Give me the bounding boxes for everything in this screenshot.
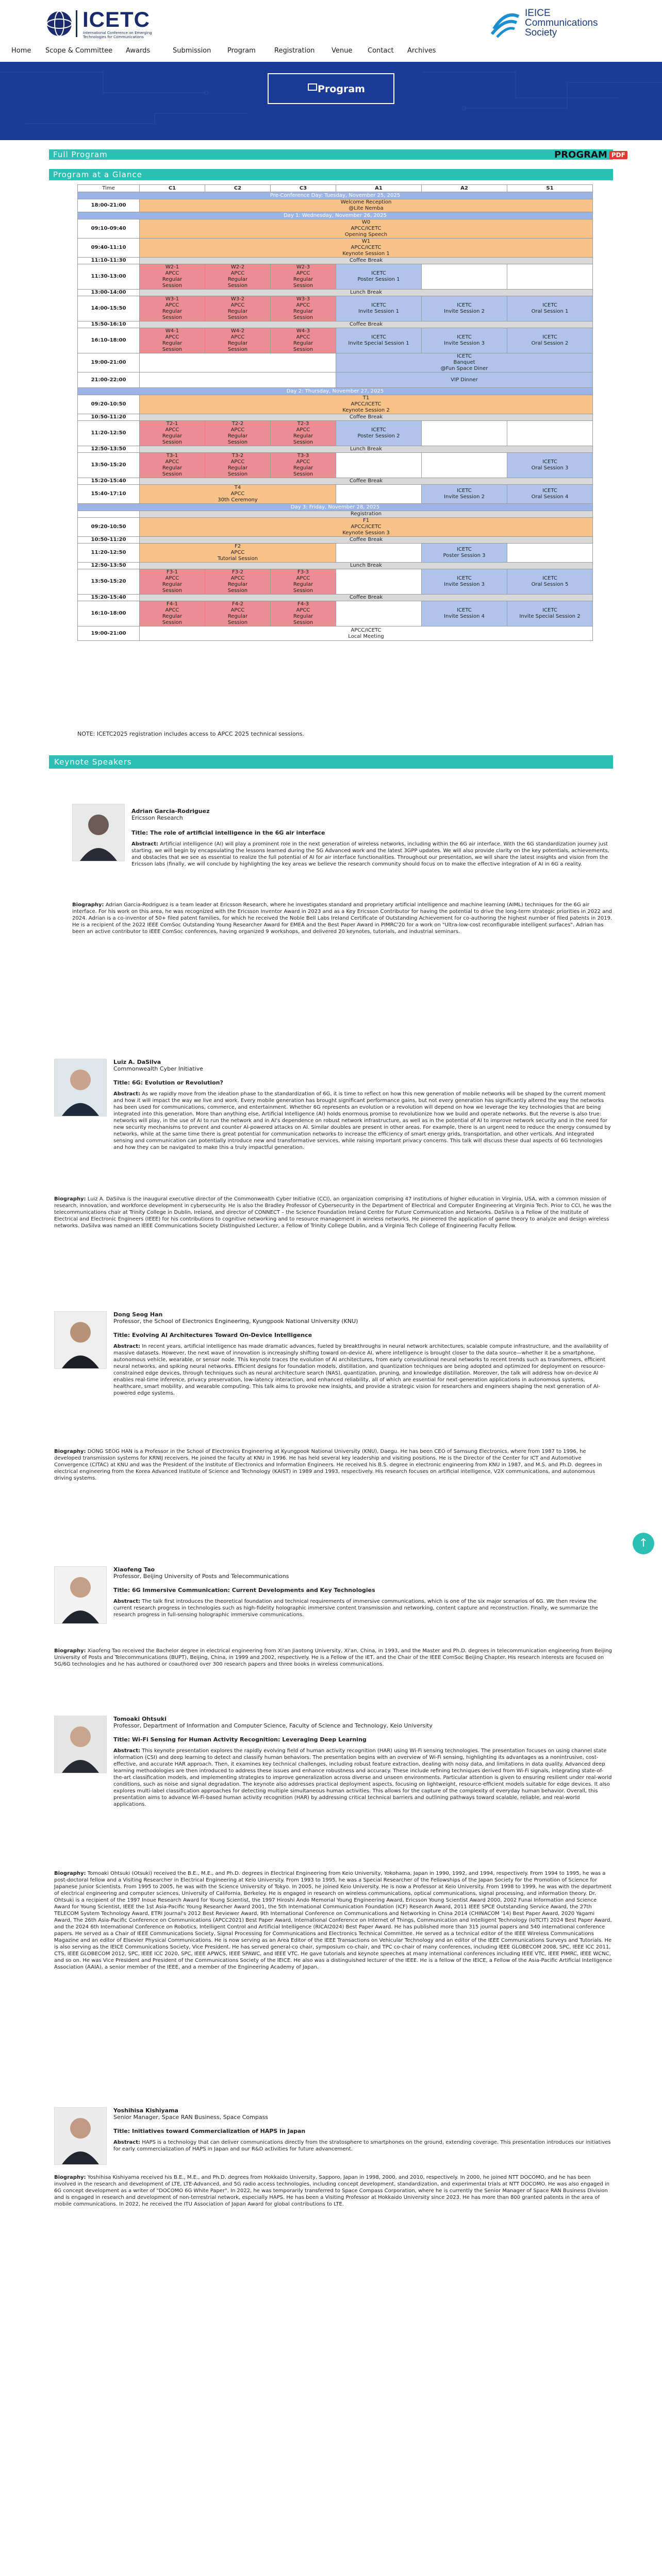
speaker-card <box>49 1566 613 1700</box>
bio-label: Biography: <box>54 1449 86 1454</box>
pdf-icon: PDF <box>609 151 627 159</box>
glance-heading <box>49 169 613 180</box>
session-cell: F3-2 APCC Regular Session <box>205 569 271 595</box>
session-cell: W2-1 APCC Regular Session <box>140 264 205 290</box>
session-cell: ICETC Oral Session 2 <box>507 328 593 353</box>
abstract-label: Abstract: <box>131 841 159 847</box>
bio-text: Luiz A. DaSilva is the inaugural executive director of the Commonwealth Cyber Initiative (CCI), an organization comprising 47 institutions of higher education in Virginia, USA, with a common mission of research, innovation, and workforce development in cybersecurity. He is also the Bradley Professor of Cybersecurity in the Department of Electrical and Computer Engineering at Virginia Tech. Prior to CCI, he was the telecommunications chair at Trinity College in Dublin, Ireland, and director of CONNECT – the Science Foundation Ireland Centre for Future Communication and Networks. DaSilva is a Fellow of the Institute of Electrical and Electronic Engineers (IEEE) for his contributions to cognitive networking and to resource management in wireless networks. He pioneered the application of game theory to analyze and design wireless networks. DaSilva was named an IEEE Communications Society Distinguished Lecturer, a Fellow of Trinity College Dublin, and a Virginia Tech College of Engineering Faculty Fellow. <box>54 1196 611 1229</box>
session-cell: ICETC Poster Session 1 <box>336 264 422 290</box>
main-nav <box>0 41 662 61</box>
session-cell: W2-2 APCC Regular Session <box>205 264 271 290</box>
speaker-card <box>49 1311 613 1528</box>
th-s1: S1 <box>507 185 593 192</box>
bio-text: Adrian Garcia-Rodriguez is a team leader at Ericsson Research, where he investigates standard and proprietary artificial intelligence and machine learning (AIML) techniques for the 6G air interface. For his work on this area, he was recognized with the Ericsson Inventor Award in 2023 and as a Key Ericsson Contributor for having the potential to drive the long-term strategic priorities in 2022 and 2024. Adrian is a co-inventor of 50+ filed patent families, for which he received the Noble Bell Labs Ireland Certificate of Outstanding Achievement for co-authoring the highest number of filed patents in 2019. He is a recipient of the 2022 IEEE ComSoc Outstanding Young Researcher Award for EMEA and the Best Paper Award in PIMRC'20 for a work on "Ultra-low-cost reconfigurable intelligent surfaces". Adrian has been an active contributor to IEEE ComSoc conferences, having organized 9 workshops, and delivered 20 keynotes, tutorials, and industrial seminars. <box>72 902 613 935</box>
speaker-name: Yoshihisa Kishiyama <box>113 2107 178 2114</box>
abstract-label: Abstract: <box>113 1091 141 1097</box>
time-cell: 13:00-14:00 <box>78 290 140 296</box>
session-cell: APCC/ICETC Local Meeting <box>140 626 593 641</box>
session-cell: F3-3 APCC Regular Session <box>271 569 336 595</box>
time-cell: 13:50-15:20 <box>78 453 140 478</box>
time-cell: 15:50-16:10 <box>78 321 140 328</box>
page-banner <box>0 62 662 140</box>
speaker-name: Luiz A. DaSilva <box>113 1059 161 1065</box>
person-icon <box>55 1312 106 1368</box>
abstract-text: Artificial intelligence (AI) will play a prominent role in the next generation of wireless networks, including within the 6G air interface. With the 6G standardization journey just starting, we will begin by encapsulating the lessons learned during the 5G Advanced work and the latest 3GPP updates. We will also provide clarity on the key potentials, achievements, and obstacles that we see as essential to realize the full potential of AI for air interface functionalities. Throughout our presentation, we will share the latest insights and vision from the Ericsson labs (finally, we will conclude by highlighting the key areas we believe the research community should focus on to make the effective integration of AI in 6G a reality. <box>131 841 609 867</box>
session-cell: Coffee Break <box>140 258 593 264</box>
speaker-abstract <box>131 841 613 868</box>
nav-submission[interactable]: Submission <box>173 47 211 55</box>
day-row: Day 2: Thursday, November 27, 2025 <box>78 388 593 395</box>
keynote-label: Keynote Speakers <box>54 757 132 767</box>
nav-venue[interactable]: Venue <box>332 47 353 55</box>
session-cell: T3-2 APCC Regular Session <box>205 453 271 478</box>
time-cell: 14:00-15:50 <box>78 296 140 321</box>
speaker-org: Senior Manager, Space RAN Business, Space Compass <box>113 2114 269 2121</box>
speaker-photo <box>54 1311 107 1369</box>
speaker-org: Professor, the School of Electronics Engineering, Kyungpook National University (KNU) <box>113 1318 358 1325</box>
program-pdf-link[interactable] <box>554 149 627 161</box>
speaker-title: Title: Initiatives toward Commercialization of HAPS in Japan <box>113 2128 306 2134</box>
session-cell: VIP Dinner <box>336 372 593 388</box>
speaker-name: Adrian Garcia-Rodriguez <box>131 808 210 815</box>
time-cell: 15:20-15:40 <box>78 595 140 601</box>
bio-label: Biography: <box>54 2175 86 2180</box>
arrow-up-icon: ↑ <box>638 1537 649 1550</box>
time-cell: 13:50-15:20 <box>78 569 140 595</box>
session-cell: T2-1 APCC Regular Session <box>140 421 205 446</box>
person-icon <box>55 1059 106 1116</box>
th-c2: C2 <box>205 185 271 192</box>
ieice-line-1: IEICE <box>525 8 551 19</box>
time-cell: 11:30-13:00 <box>78 264 140 290</box>
session-cell: Lunch Break <box>140 446 593 453</box>
time-cell: 09:20-10:50 <box>78 518 140 537</box>
time-cell <box>78 511 140 518</box>
speaker-bio <box>54 1196 613 1229</box>
th-a1: A1 <box>336 185 422 192</box>
bio-label: Biography: <box>54 1648 86 1654</box>
nav-archives[interactable]: Archives <box>407 47 436 55</box>
session-cell: ICETC Invite Session 2 <box>422 296 507 321</box>
time-cell: 19:00-21:00 <box>78 353 140 372</box>
session-cell: ICETC Banquet @Fun Space Diner <box>336 353 593 372</box>
speaker-abstract <box>113 1748 613 1808</box>
speaker-card <box>49 2107 613 2251</box>
session-cell: F3-1 APCC Regular Session <box>140 569 205 595</box>
abstract-text: HAPS is a technology that can deliver communications directly from the stratosphere to smartphones on the ground, extending coverage. This presentation introduces our initiatives for early commercialization of HAPS in Japan and our R&D activities for future advancement. <box>113 2140 611 2152</box>
session-cell: W0 APCC/ICETC Opening Speech <box>140 219 593 239</box>
speaker-title: Title: 6G: Evolution or Revolution? <box>113 1079 223 1086</box>
session-cell: Coffee Break <box>140 595 593 601</box>
time-cell: 12:50-13:50 <box>78 563 140 569</box>
bio-label: Biography: <box>54 1871 86 1876</box>
time-cell: 15:40-17:10 <box>78 485 140 504</box>
registration-note: NOTE: ICETC2025 registration includes access to APCC 2025 technical sessions. <box>77 731 304 737</box>
session-cell: W4-1 APCC Regular Session <box>140 328 205 353</box>
keynote-heading <box>49 755 613 769</box>
session-cell: ICETC Invite Special Session 2 <box>507 601 593 626</box>
session-cell: ICETC Invite Session 3 <box>422 569 507 595</box>
abstract-text: This keynote presentation explores the rapidly evolving field of human activity recognition (HAR) using Wi-Fi sensing technologies. The presentation focuses on using channel state information (CSI) and deep learning to detect and classify human behaviors. The presentation begins with an overview of Wi-Fi sensing, highlighting its advantages as a nonintrusive, cost-effective, and accurate HAR approach. Then, it examines key technical challenges, including robust feature extraction, dealing with noisy data, and limitations in data quality. Advanced deep learning methodologies are then introduced to address these issues and enhance robustness and accuracy. These include refining techniques derived from Wi-Fi signals, integrating state-of-the-art classification models, and implementing strategies to improve generalization across diverse and unseen environments. Particular attention is given to ensuring resilient under real-world conditions, such as noise and signal degradation. The keynote also addresses practical deployment aspects, focusing on lightweight, resource-efficient models suitable for edge devices. It also explores multi-label classification approaches for detecting multiple simultaneous human activities. This allows for the capture of the complexity of everyday human behavior. Overall, this presentation aims to advance Wi-Fi-based human activity recognition (HAR) by addressing critical technical barriers and outlining pathways toward scalable, reliable, and real-world applications. <box>113 1748 612 1807</box>
time-cell: 09:10-09:40 <box>78 219 140 239</box>
abstract-label: Abstract: <box>113 1748 141 1754</box>
session-cell: W1 APCC/ICETC Keynote Session 1 <box>140 239 593 258</box>
session-cell: Registration <box>140 511 593 518</box>
day-row: Pre-Conference Day: Tuesday, November 25, 2025 <box>78 192 593 199</box>
speaker-abstract <box>113 1343 613 1397</box>
bio-text: Xiaofeng Tao received the Bachelor degree in electrical engineering from Xi'an Jiaotong University, Xi'an, China, in 1993, and the Master and Ph.D. degrees in telecommunication engineering from Beijing University of Posts and Telecommunications (BUPT), Beijing, China, in 1999 and 2002, respectively. He is a Fellow of the IET, and the Chair of the IEEE ComSoc Beijing Chapter. His research interests are focused on 5G/6G technologies and he has authored or coauthored over 300 research papers and three books in wireless communications. <box>54 1648 612 1667</box>
time-cell: 16:10-18:00 <box>78 328 140 353</box>
th-c3: C3 <box>271 185 336 192</box>
session-cell: ICETC Invite Session 1 <box>336 296 422 321</box>
time-cell: 16:10-18:00 <box>78 601 140 626</box>
speaker-title: Title: Evolving AI Architectures Toward On-Device Intelligence <box>113 1332 312 1338</box>
glance-label: Program at a Glance <box>53 170 142 179</box>
schedule-header-row <box>78 185 593 192</box>
session-cell: W4-2 APCC Regular Session <box>205 328 271 353</box>
session-cell: Coffee Break <box>140 321 593 328</box>
abstract-text: The talk first introduces the theoretical foundation and technical requirements of immersive communications, which is one of the six major scenarios of 6G. We then review the current research progress in technologies such as high-fidelity holographic immersive content transmission and networking, content capture and reconstruction. Finally, we summarize the research progress in full-sensing holographic immersive communications. <box>113 1599 599 1618</box>
ieice-line-2: Communications <box>525 18 598 28</box>
speaker-bio <box>72 902 613 935</box>
session-cell: T4 APCC 30th Ceremony <box>140 485 336 504</box>
nav-contact[interactable]: Contact <box>368 47 394 55</box>
speaker-title: Title: 6G Immersive Communication: Current Developments and Key Technologies <box>113 1587 375 1594</box>
speaker-name: Dong Seog Han <box>113 1311 163 1318</box>
icetc-logo-text: ICETC <box>82 7 150 31</box>
session-cell: ICETC Invite Session 2 <box>422 485 507 504</box>
session-cell: ICETC Oral Session 5 <box>507 569 593 595</box>
banner-title-box <box>268 73 394 104</box>
speaker-title: Title: Wi-Fi Sensing for Human Activity Recognition: Leveraging Deep Learning <box>113 1736 367 1743</box>
session-cell: W3-1 APCC Regular Session <box>140 296 205 321</box>
speaker-name: Tomoaki Ohtsuki <box>113 1716 167 1722</box>
time-cell: 21:00-22:00 <box>78 372 140 388</box>
abstract-text: In recent years, artificial intelligence has made dramatic advances, fueled by breakthroughs in neural network architectures, scalable compute infrastructure, and the availability of massive datasets. However, the next wave of innovation is increasingly shifting toward on-device AI, where intelligence is brought closer to the data source—whether it be a smartphone, autonomous vehicle, wearable, or sensor node. This keynote traces the evolution of AI architectures, from early convolutional neural networks to recent trends such as transformers, efficient neural networks, and spiking neural networks. Efficient designs for foundation models, distillation, and quantization techniques are being adopted and optimized for deployment on resource-constrained edge devices, through techniques such as neural architecture search (NAS), quantization, pruning, and knowledge distillation. Moreover, the talk will address how on-device AI enables real-time inference, privacy preservation, low-latency interaction, and enhanced reliability, all of which are essential for next-generation applications in autonomous systems, healthcare, smart mobility, and wearable computing. This talk aims to provoke new insights, and provide a strategic vision for researchers and engineers shaping the next generation of AI-powered edge systems. <box>113 1344 608 1396</box>
nav-awards[interactable]: Awards <box>126 47 151 55</box>
time-cell: 11:20-12:50 <box>78 421 140 446</box>
session-cell: Coffee Break <box>140 414 593 421</box>
speaker-org: Professor, Department of Information and Computer Science, Faculty of Science and Technology, Keio University <box>113 1722 433 1729</box>
nav-program[interactable]: Program <box>227 47 256 55</box>
abstract-text: As we rapidly move from the ideation phase to the standardization of 6G, it is time to reflect on how this new generation of mobile networks will be shaped by the current moment and how it will impact the way we live and work. Every mobile generation has brought significant performance gains, but not every generation has significantly altered the way the networks has been used for communications, commerce, and entertainment. Whether 6G represents an evolution or a revolution will depend on how we leverage the key technologies that are being integrated into this generation. More than anything else, Artificial Intelligence (AI) holds enormous promise to revolutionize how we build and operate networks. But the reverse is also true: networks will play, in the use of AI to run the network and in AI's dependence on robust network infrastructure, as well as in the potential of AI to improve network security and in the need for new security mechanisms to prevent and counter AI-powered attacks on AI. Similar doubles are present in other areas. For example, there is an urgent need to reduce the energy consumed by networks, while at the same time there is great potential for communication networks to increase the efficiency of smart energy grids, transportation, and other verticals. And integrated sensing and communication can potentially introduce new and transformative services, while raising important privacy concerns. This talk will discuss these dual aspects of 6G technologies and how they can be navigated to make this a truly impactful generation. <box>113 1091 611 1150</box>
icetc-logo[interactable] <box>44 8 173 39</box>
icetc-logo-tagline: International Conference on Emerging Technologies for Communications <box>83 31 152 39</box>
speaker-bio <box>54 1648 613 1668</box>
speaker-bio <box>54 1448 613 1482</box>
bio-text: Yoshihisa Kishiyama received his B.E., M.E., and Ph.D. degrees from Hokkaido University, Sapporo, Japan in 1998, 2000, and 2010, respectively. In 2000, he joined NTT DOCOMO, and he has been involved in the research and development of LTE, LTE-Advanced, and 5G radio access technologies, including concept development, standardization, and experimental trials at NTT DOCOMO. He was also engaged in 6G concept development as a writer of "DOCOMO 6G White Paper". In 2022, he was temporarily transferred to Space Compass Corporation, where he is currently the Senior Manager of Space RAN Business Division and is engaged in research and development of non-terrestrial network, especially HAPS. He has been a Visiting Professor at Hokkaido University since 2023. He has more than 800 granted patents in the area of mobile communications. In 2022, he received the ITU Association of Japan Award for global contributions to LTE. <box>54 2175 610 2207</box>
person-icon <box>55 2108 106 2164</box>
ieice-logo-text <box>525 8 598 38</box>
session-cell: T2-3 APCC Regular Session <box>271 421 336 446</box>
session-cell: W4-3 APCC Regular Session <box>271 328 336 353</box>
session-cell: ICETC Invite Special Session 1 <box>336 328 422 353</box>
abstract-label: Abstract: <box>113 1599 141 1604</box>
session-cell: F4-1 APCC Regular Session <box>140 601 205 626</box>
th-time: Time <box>78 185 140 192</box>
session-cell: F4-2 APCC Regular Session <box>205 601 271 626</box>
abstract-label: Abstract: <box>113 1344 141 1349</box>
speaker-org: Professor, Beijing University of Posts and Telecommunications <box>113 1573 289 1580</box>
session-cell: Coffee Break <box>140 478 593 485</box>
page-title: Program <box>318 83 365 95</box>
speaker-photo <box>72 804 125 861</box>
session-cell: W2-3 APCC Regular Session <box>271 264 336 290</box>
program-pdf-label: PROGRAM <box>554 149 607 160</box>
bio-text: Tomoaki Ohtsuki (Otsuki) received the B.E., M.E., and Ph.D. degrees in Electrical Engineering from Keio University, Yokohama, Japan in 1990, 1992, and 1994, respectively. From 1994 to 1995, he was a post-doctoral fellow and a Visiting Researcher in Electrical Engineering at Keio University. From 1993 to 1995, he was a Special Researcher of the Fellowships of the Japan Society for the Promotion of Science for Japanese Junior Scientists. From 1995 to 2005, he was with the Science University of Tokyo. In 2005, he joined Keio University. He is now a Professor at Keio University. From 1998 to 1999, he was with the department of electrical engineering and computer sciences, University of California, Berkeley. He is engaged in research on wireless communications, optical communications, signal processing, and information theory. Dr. Ohtsuki is a recipient of the 1997 Inoue Research Award for Young Scientist, the 1997 Hiroshi Ando Memorial Young Engineering Award, Ericsson Young Scientist Award 2000, 2002 Funai Information and Science Award for Young Scientist, IEEE the 1st Asia-Pacific Young Researcher Award 2001, the 5th International Communication Foundation (ICF) Research Award, 2011 IEEE SPCE Outstanding Service Award, the 27th TELECOM System Technology Award, ETRI Journal's 2012 Best Reviewer Award, 9th International Conference on Communications and Networking in China 2014 (CHINACOM '14) Best Paper Award, 2020 Yagami Award, The 26th Asia-Pacific Conference on Communications (APCC2021) Best Paper Award, International Conference on Internet of Things, Communication and Intelligent Technology (IoTCIT) 2024 Best Paper Award, and the 2024 6th International Conference on Robotics, Intelligent Control and Artificial Intelligence (RICAI2024) Best Paper Award. He has published more than 315 journal papers and 540 international conference papers. He served as a Chair of IEEE Communications Society, Signal Processing for Communications and Electronics Technical Committee. He served as a technical editor of the IEEE Wireless Communications Magazine and an editor of Elsevier Physical Communications. He is now serving as an Area Editor of the IEEE Transactions on Vehicular Technology and an editor of the IEEE Communications Surveys and Tutorials. He is also serving as the IEICE Communications Society, Vice President. He has served general-co chair, symposium co-chair, and TPC co-chair of many conferences, including IEEE GLOBECOM 2008, SPC, IEEE ICC 2011, CTS, IEEE GLOBECOM 2012, SPC, IEEE ICC 2020, SPC, IEEE APWCS, IEEE SPAWC, and IEEE VTC. He gave tutorials and keynote speeches at many international conferences including IEEE VTC, IEEE PIMRC, IEEE WCNC, and so on. He was Vice President and President of the Communications Society of the IEICE. He also was a distinguished lecturer of the IEEE. He is a fellow of the IEICE, a Fellow of the Asia-Pacific Artificial Intelligence Association (AAIA), a senior member of the IEEE, and a member of the Engineering Academy of Japan. <box>54 1871 612 1970</box>
bio-label: Biography: <box>54 1196 86 1202</box>
time-cell: 11:10-11:30 <box>78 258 140 264</box>
speaker-bio <box>54 1870 613 1971</box>
speaker-org: Ericsson Research <box>131 815 183 821</box>
th-c1: C1 <box>140 185 205 192</box>
session-cell: Coffee Break <box>140 537 593 544</box>
session-cell: ICETC Oral Session 4 <box>507 485 593 504</box>
session-cell: T1 APCC/ICETC Keynote Session 2 <box>140 395 593 414</box>
time-cell: 11:20-12:50 <box>78 544 140 563</box>
session-cell: W3-2 APCC Regular Session <box>205 296 271 321</box>
bio-label: Biography: <box>72 902 104 908</box>
session-cell: W3-3 APCC Regular Session <box>271 296 336 321</box>
site-header <box>0 0 662 41</box>
abstract-label: Abstract: <box>113 2140 141 2145</box>
speaker-abstract <box>113 1091 613 1151</box>
schedule-table <box>77 184 593 641</box>
bio-text: DONG SEOG HAN is a Professor in the School of Electronics Engineering at Kyungpook National University (KNU), Daegu. He has been CEO of Samsung Electronics, where from 1987 to 1996, he developed transmission systems for KRNIJ receivers. He joined the faculty at KNU in 1996. He has held several key leadership and visiting positions. He is the Director of the Center for ICT and Automotive Convergence (CITAC) at KNU and was the President of the Institute of Electronics and Information Engineers. He received his B.S. degree in electronic engineering from KNU in 1987, and M.S. and Ph.D. degrees in electrical engineering from the Korea Advanced Institute of Science and Technology (KAIST) in 1989 and 1993, respectively. His research focuses on artificial intelligence, V2X communications, and autonomous driving systems. <box>54 1449 602 1481</box>
time-cell: 10:50-11:20 <box>78 537 140 544</box>
person-icon <box>55 1716 106 1773</box>
speaker-abstract <box>113 1598 613 1618</box>
session-cell: F4-3 APCC Regular Session <box>271 601 336 626</box>
person-icon <box>73 804 124 861</box>
th-a2: A2 <box>422 185 507 192</box>
speaker-org: Commonwealth Cyber Initiative <box>113 1065 203 1072</box>
speaker-abstract <box>113 2139 613 2153</box>
session-cell: Lunch Break <box>140 290 593 296</box>
session-cell: T3-3 APCC Regular Session <box>271 453 336 478</box>
session-cell: ICETC Oral Session 3 <box>507 453 593 478</box>
person-icon <box>55 1567 106 1623</box>
speaker-card <box>49 786 613 1028</box>
day-row: Day 3: Friday, November 28, 2025 <box>78 504 593 511</box>
nav-registration[interactable]: Registration <box>274 47 315 55</box>
speaker-photo <box>54 1566 107 1624</box>
nav-home[interactable]: Home <box>11 47 31 55</box>
session-cell: ICETC Invite Session 4 <box>422 601 507 626</box>
session-cell: ICETC Invite Session 3 <box>422 328 507 353</box>
time-cell: 18:00-21:00 <box>78 199 140 212</box>
session-cell: T3-1 APCC Regular Session <box>140 453 205 478</box>
speaker-card <box>49 1059 613 1275</box>
ieice-logo[interactable] <box>490 7 619 39</box>
session-cell: Lunch Break <box>140 563 593 569</box>
speaker-photo <box>54 2107 107 2165</box>
speaker-photo <box>54 1716 107 1773</box>
full-program-heading <box>49 149 613 160</box>
speaker-bio <box>54 2174 613 2208</box>
time-cell: 10:50-11:20 <box>78 414 140 421</box>
full-program-label: Full Program <box>53 150 108 159</box>
session-cell: Welcome Reception @Lite Nemba <box>140 199 593 212</box>
session-cell: ICETC Oral Session 1 <box>507 296 593 321</box>
scroll-to-top-button[interactable] <box>633 1533 654 1554</box>
session-cell: T2-2 APCC Regular Session <box>205 421 271 446</box>
session-cell: F2 APCC Tutorial Session <box>140 544 336 563</box>
day-row: Day 1: Wednesday, November 26, 2025 <box>78 212 593 219</box>
session-cell: ICETC Poster Session 2 <box>336 421 422 446</box>
time-cell: 09:20-10:50 <box>78 395 140 414</box>
time-cell: 19:00-21:00 <box>78 626 140 641</box>
speaker-title: Title: The role of artificial intelligence in the 6G air interface <box>131 829 325 836</box>
ieice-logo-mark <box>490 7 521 38</box>
time-cell: 15:20-15:40 <box>78 478 140 485</box>
speaker-photo <box>54 1059 107 1116</box>
time-cell: 12:50-13:50 <box>78 446 140 453</box>
nav-scope-committee[interactable]: Scope & Committee <box>45 47 113 55</box>
session-cell: ICETC Poster Session 3 <box>422 544 507 563</box>
time-cell: 09:40-11:10 <box>78 239 140 258</box>
ieice-line-3: Society <box>525 27 557 38</box>
speaker-name: Xiaofeng Tao <box>113 1566 155 1573</box>
speaker-card <box>49 1716 613 2076</box>
session-cell: F1 APCC/ICETC Keynote Session 3 <box>140 518 593 537</box>
